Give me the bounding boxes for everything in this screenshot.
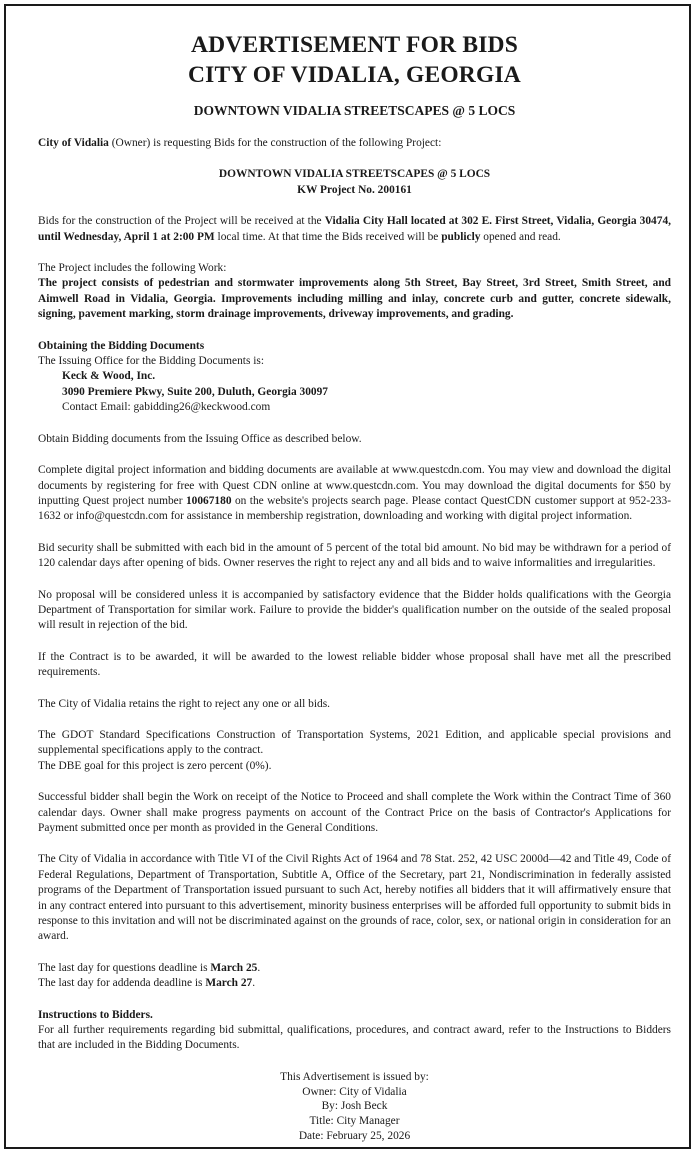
- gdot-block: [38, 728, 671, 774]
- project-name: DOWNTOWN VIDALIA STREETSCAPES @ 5 LOCS: [218, 168, 491, 181]
- subtitle: DOWNTOWN VIDALIA STREETSCAPES @ 5 LOCS: [193, 103, 516, 118]
- questions-deadline-date: March 25: [210, 961, 258, 974]
- digital-paragraph: [38, 463, 671, 525]
- addenda-deadline-text: The last day for addenda deadline is: [38, 977, 206, 990]
- questions-deadline-text: The last day for questions deadline is: [38, 961, 211, 974]
- issuing-office-line: The Issuing Office for the Bidding Documents is:: [38, 355, 264, 368]
- addenda-deadline-date: March 27: [205, 977, 253, 990]
- obtaining-block: [38, 339, 671, 416]
- gdot-line-1: The GDOT Standard Specifications Construction of Transportation Systems, 2021 Edition, and applicable special provisions and supplemental specifications apply to the contract.: [38, 728, 671, 757]
- bids-received-text-2: local time. At that time the Bids received will be: [214, 230, 442, 243]
- issuing-address: 3090 Premiere Pkwy, Suite 200, Duluth, Georgia 30097: [62, 385, 328, 398]
- instructions-block: [38, 1008, 671, 1054]
- work-description: The project consists of pedestrian and stormwater improvements along 5th Street, Bay Street, 3rd Street, Smith Street, and Aimwell Road in Vidalia, Georgia. Improvements including milling and inlay, concrete curb and gutter, concrete sidewalk, signing, pavement marking, storm drainage improvements, driveway improvements, and grading.: [38, 277, 671, 321]
- digital-text-2: on the website's projects search page. Please contact QuestCDN customer support at 952-233- 1632 or info@questcdn.com for assistance in membership registration, downloading and working with digital project information.: [38, 494, 671, 523]
- deadlines-block: [38, 961, 671, 992]
- issued-by-line: This Advertisement is issued by:: [280, 1070, 429, 1083]
- title-line: Title: City Manager: [309, 1115, 400, 1128]
- date-line: Date: February 25, 2026: [298, 1130, 411, 1143]
- addenda-deadline-period: .: [252, 977, 256, 990]
- title-line-1: ADVERTISEMENT FOR BIDS: [191, 32, 518, 58]
- advertisement-body: [38, 30, 671, 1144]
- intro-text: (Owner) is requesting Bids for the construction of the following Project:: [108, 137, 442, 149]
- civil-rights-paragraph: The City of Vidalia in accordance with Title VI of the Civil Rights Act of 1964 and 78 Stat. 252, 42 USC 2000d—42 and Title 49, Code of Federal Regulations, Department of Transportation, Subtitle A, Office of the Secretary, part 21, Nondiscrimination in federally assisted programs of the Department of Transportation issued pursuant to such Act, hereby notifies all bidders that it will affirmatively ensure that in any contract entered into pursuant to this advertisement, minority business enterprises will be afforded full opportunity to submit bids in response to this invitation and will not be discriminated against on the grounds of race, color, sex, or national origin in consideration for an award.: [38, 853, 671, 943]
- issuing-contact: Contact Email: gabidding26@keckwood.com: [62, 401, 271, 414]
- bid-security-paragraph: Bid security shall be submitted with each bid in the amount of 5 percent of the total bid amount. No bid may be withdrawn for a period of 120 calendar days after opening of bids. Owner reserves the right to reject any and all bids and to waive informalities and irregularities.: [38, 541, 671, 570]
- obtain-line: Obtain Bidding documents from the Issuing Office as described below.: [38, 432, 362, 445]
- intro-paragraph: [38, 136, 671, 151]
- questions-deadline-period: .: [257, 961, 261, 974]
- digital-text-1: Complete digital project information and bidding documents are available at www.questcdn.com. You may view and download the digital documents by registering for free with Quest CDN online at www.questcdn.com. You may download the digital documents for $50 by inputting Quest project number: [38, 464, 671, 507]
- quest-project-number: 10067180: [185, 494, 232, 507]
- questions-deadline: [38, 961, 671, 976]
- title-line-2: CITY OF VIDALIA, GEORGIA: [188, 62, 521, 88]
- advertisement-border: [4, 4, 691, 1149]
- reject-paragraph: The City of Vidalia retains the right to reject any one or all bids.: [38, 697, 331, 710]
- owner-line: Owner: City of Vidalia: [302, 1085, 407, 1098]
- work-intro: The Project includes the following Work:: [38, 262, 227, 275]
- issuing-company: Keck & Wood, Inc.: [62, 370, 156, 383]
- obtaining-heading: Obtaining the Bidding Documents: [38, 339, 205, 352]
- signature-block: [38, 1070, 671, 1144]
- project-block: [38, 167, 671, 198]
- instructions-text: For all further requirements regarding bid submittal, qualifications, procedures, and contract award, refer to the Instructions to Bidders that are included in the Bidding Documents.: [38, 1024, 671, 1052]
- instructions-heading: Instructions to Bidders.: [38, 1008, 153, 1021]
- bids-received-text-1: Bids for the construction of the Project will be received at the: [38, 215, 325, 228]
- award-paragraph: If the Contract is to be awarded, it will be awarded to the lowest reliable bidder whose proposal shall have met all the prescribed requirements.: [38, 650, 671, 679]
- qualification-paragraph: No proposal will be considered unless it is accompanied by satisfactory evidence that the Bidder holds qualifications with the Georgia Department of Transportation for similar work. Failure to provide the bidder's qualification number on the outside of the sealed proposal will result in rejection of the bid.: [38, 588, 671, 632]
- addenda-deadline: [38, 976, 671, 991]
- gdot-line-2: The DBE goal for this project is zero percent (0%).: [38, 759, 272, 772]
- owner-name: City of Vidalia: [38, 137, 109, 149]
- bids-received-location: Vidalia City Hall located at 302 E. First Street, Vidalia, Georgia 30474, until Wednesday, April 1 at 2:00 PM: [38, 215, 671, 243]
- work-block: [38, 261, 671, 323]
- project-number: KW Project No. 200161: [297, 183, 412, 196]
- bids-received-publicly: publicly: [441, 230, 481, 243]
- bids-received-text-3: opened and read.: [480, 230, 561, 243]
- successful-bidder-paragraph: Successful bidder shall begin the Work on receipt of the Notice to Proceed and shall complete the Work within the Contract Time of 360 calendar days. Owner shall make progress payments on account of the Contract Price on the basis of Contractor's Applications for Payment submitted once per month as provided in the General Conditions.: [38, 791, 671, 834]
- bids-received-paragraph: [38, 214, 671, 245]
- by-line: By: Josh Beck: [321, 1100, 388, 1113]
